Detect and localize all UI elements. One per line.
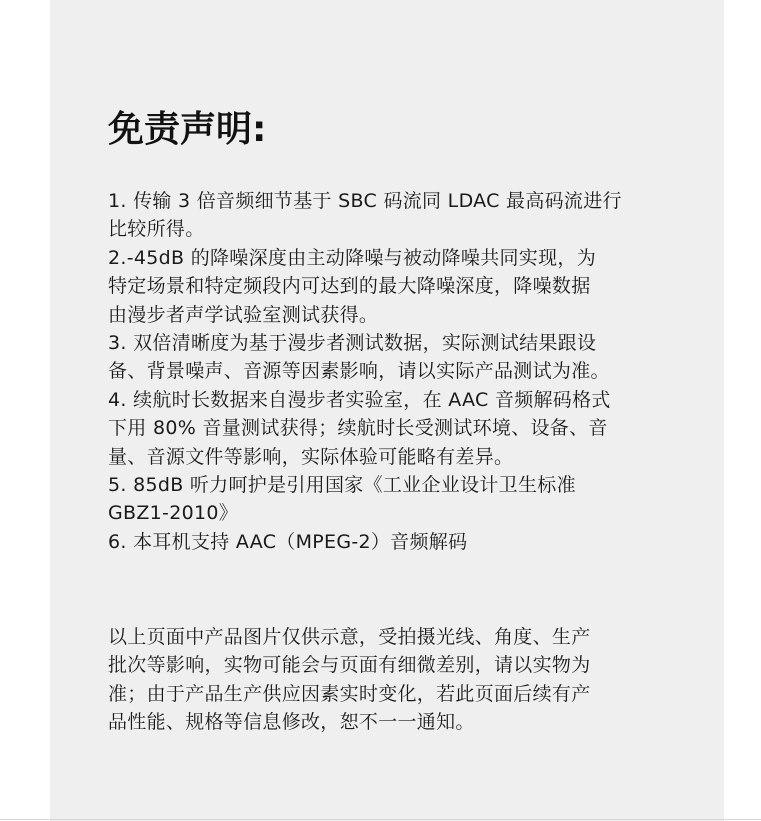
note-line: 比较所得。 bbox=[108, 218, 205, 241]
footer-line: 准；由于产品生产供应因素实时变化，若此页面后续有产 bbox=[108, 682, 591, 705]
note-line: 备、背景噪声、音源等因素影响，请以实际产品测试为准。 bbox=[108, 360, 610, 383]
note-line: 下用 80% 音量测试获得；续航时长受测试环境、设备、音 bbox=[108, 417, 608, 440]
disclaimer-page bbox=[50, 0, 724, 821]
disclaimer-footer bbox=[108, 623, 678, 737]
disclaimer-title: 免责声明: bbox=[108, 109, 267, 150]
disclaimer-notes bbox=[108, 187, 678, 556]
note-line: 量、音源文件等影响，实际体验可能略有差异。 bbox=[108, 445, 514, 468]
footer-line: 品性能、规格等信息修改，恕不一一通知。 bbox=[108, 711, 475, 734]
note-line: 6. 本耳机支持 AAC（MPEG-2）音频解码 bbox=[108, 530, 468, 553]
note-line: 1. 传输 3 倍音频细节基于 SBC 码流同 LDAC 最高码流进行 bbox=[108, 190, 622, 212]
footer-line: 批次等影响，实物可能会与页面有细微差别，请以实物为 bbox=[108, 654, 591, 677]
note-line: 2.-45dB 的降噪深度由主动降噪与被动降噪共同实现，为 bbox=[108, 246, 596, 269]
bottom-divider bbox=[0, 819, 761, 820]
note-line: 3. 双倍清晰度为基于漫步者测试数据，实际测试结果跟设 bbox=[108, 332, 597, 355]
note-line: 4. 续航时长数据来自漫步者实验室，在 AAC 音频解码格式 bbox=[108, 388, 611, 411]
note-line: 特定场景和特定频段内可达到的最大降噪深度，降噪数据 bbox=[108, 275, 591, 298]
note-line: 5. 85dB 听力呵护是引用国家《工业企业设计卫生标准 bbox=[108, 474, 576, 497]
note-line: 由漫步者声学试验室测试获得。 bbox=[108, 303, 379, 326]
footer-line: 以上页面中产品图片仅供示意，受拍摄光线、角度、生产 bbox=[108, 626, 591, 648]
note-line: GBZ1-2010》 bbox=[108, 502, 239, 525]
